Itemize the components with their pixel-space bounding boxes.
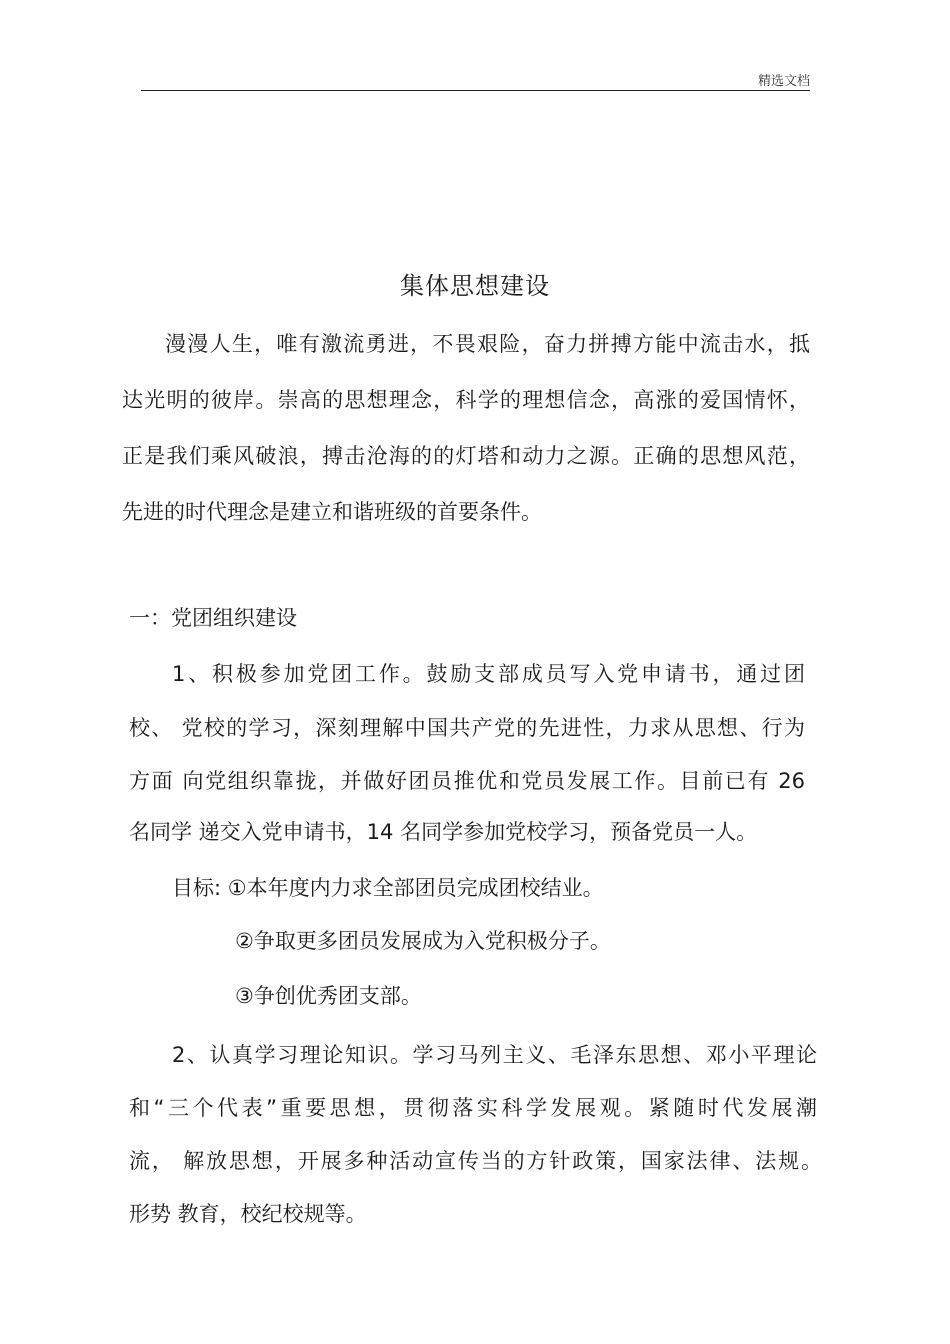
item2-line-1: 2、认真学习理论知识。学习马列主义、毛泽东思想、邓小平理论	[172, 1043, 817, 1067]
page-header-label: 精选文档	[757, 74, 810, 89]
item1-line-2: 校、 党校的学习，深刻理解中国共产党的先进性，力求从思想、行为	[129, 716, 805, 740]
page-title: 集体思想建设	[400, 272, 550, 300]
intro-line-1: 漫漫人生，唯有激流勇进，不畏艰险，奋力拼搏方能中流击水，抵	[165, 332, 810, 356]
item1-line-3: 方面 向党组织靠拢，并做好团员推优和党员发展工作。目前已有 26	[129, 769, 805, 793]
intro-line-3: 正是我们乘风破浪，搏击沧海的的灯塔和动力之源。正确的思想风范，	[122, 444, 810, 468]
section-heading: 一：党团组织建设	[129, 606, 297, 630]
intro-line-2: 达光明的彼岸。崇高的思想理念，科学的理想信念，高涨的爱国情怀，	[122, 388, 810, 412]
item2-line-2: 和“三个代表”重要思想，贯彻落实科学发展观。紧随时代发展潮	[129, 1096, 817, 1120]
goal-3: ③争创优秀团支部。	[235, 984, 422, 1008]
item2-line-4: 形势 教育，校纪校规等。	[129, 1202, 367, 1226]
item2-line-3: 流， 解放思想，开展多种活动宣传当的方针政策，国家法律、法规。	[129, 1149, 822, 1173]
item1-line-1: 1、积极参加党团工作。鼓励支部成员写入党申请书，通过团	[172, 662, 805, 686]
item1-line-4: 名同学 递交入党申请书，14 名同学参加党校学习，预备党员一人。	[129, 820, 758, 844]
header-divider	[141, 90, 810, 91]
goal-1: 目标: ①本年度内力求全部团员完成团校结业。	[172, 876, 604, 900]
goal-2: ②争取更多团员发展成为入党积极分子。	[235, 929, 611, 953]
intro-line-4: 先进的时代理念是建立和谐班级的首要条件。	[122, 500, 542, 524]
